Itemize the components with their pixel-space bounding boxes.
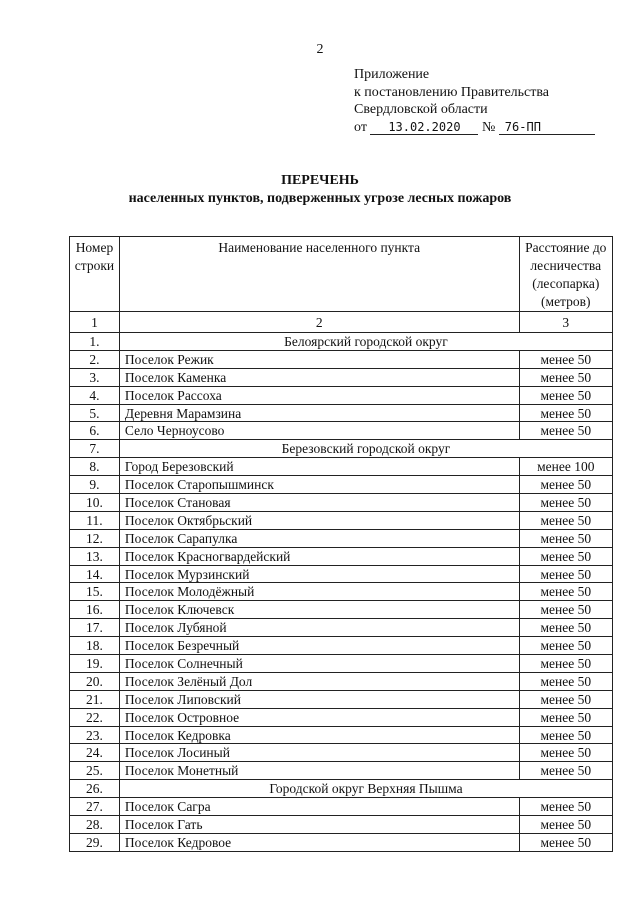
group-name: Городской округ Верхняя Пышма (119, 780, 612, 798)
distance-value: менее 50 (519, 583, 612, 601)
distance-value: менее 50 (519, 368, 612, 386)
row-number: 12. (70, 529, 120, 547)
table-row (70, 726, 613, 744)
row-number: 24. (70, 744, 120, 762)
table-row (70, 368, 613, 386)
row-number: 8. (70, 458, 120, 476)
table-row (70, 404, 613, 422)
settlement-name: Поселок Красногвардейский (119, 547, 519, 565)
column-number-3: 3 (519, 312, 612, 333)
settlement-name: Поселок Рассоха (119, 386, 519, 404)
distance-value: менее 50 (519, 708, 612, 726)
number-prefix: № (481, 119, 496, 135)
row-number: 19. (70, 655, 120, 673)
row-number: 22. (70, 708, 120, 726)
table-row (70, 350, 613, 368)
table-row (70, 816, 613, 834)
row-number: 2. (70, 350, 120, 368)
row-number: 25. (70, 762, 120, 780)
resolution-date: 13.02.2020 (370, 120, 478, 135)
row-number: 15. (70, 583, 120, 601)
distance-value: менее 50 (519, 529, 612, 547)
settlement-name: Поселок Октябрьский (119, 511, 519, 529)
appendix-region: Свердловской области (354, 102, 488, 117)
settlement-name: Поселок Солнечный (119, 655, 519, 673)
settlement-name: Поселок Безречный (119, 637, 519, 655)
distance-value: менее 50 (519, 655, 612, 673)
settlement-name: Поселок Липовский (119, 690, 519, 708)
settlement-name: Поселок Становая (119, 494, 519, 512)
table-row (70, 458, 613, 476)
column-number-1: 1 (70, 312, 120, 333)
table-row (70, 744, 613, 762)
distance-value: менее 50 (519, 833, 612, 851)
table-row (70, 619, 613, 637)
distance-value: менее 50 (519, 494, 612, 512)
row-number: 17. (70, 619, 120, 637)
settlement-name: Поселок Молодёжный (119, 583, 519, 601)
table-row (70, 511, 613, 529)
resolution-number: 76-ПП (499, 120, 595, 135)
settlement-name: Поселок Кедровое (119, 833, 519, 851)
table-row (70, 798, 613, 816)
distance-value: менее 100 (519, 458, 612, 476)
settlement-name: Поселок Островное (119, 708, 519, 726)
table-header-row (70, 237, 613, 312)
table-row (70, 386, 613, 404)
settlement-name: Поселок Гать (119, 816, 519, 834)
table-row (70, 655, 613, 673)
row-number: 7. (70, 440, 120, 458)
appendix-resolution: к постановлению Правительства (354, 84, 550, 100)
row-number: 11. (70, 511, 120, 529)
page-number: 2 (316, 42, 324, 57)
settlement-name: Поселок Каменка (119, 368, 519, 386)
distance-value: менее 50 (519, 762, 612, 780)
table-row (70, 601, 613, 619)
settlement-name: Поселок Сарапулка (119, 529, 519, 547)
table-group-row (70, 333, 613, 351)
table-row (70, 565, 613, 583)
table-row (70, 547, 613, 565)
table-row (70, 637, 613, 655)
header-distance: Расстояние до лесничества (лесопарка) (метров) (519, 237, 612, 312)
table-row (70, 833, 613, 851)
header-settlement-name: Наименование населенного пункта (119, 237, 519, 312)
row-number: 23. (70, 726, 120, 744)
settlement-name: Поселок Монетный (119, 762, 519, 780)
distance-value: менее 50 (519, 637, 612, 655)
group-name: Белоярский городской округ (119, 333, 612, 351)
row-number: 9. (70, 476, 120, 494)
appendix-block (354, 66, 595, 136)
table-group-row (70, 780, 613, 798)
table-row (70, 708, 613, 726)
appendix-title: Приложение (354, 67, 430, 82)
distance-value: менее 50 (519, 565, 612, 583)
distance-value: менее 50 (519, 619, 612, 637)
settlement-name: Деревня Марамзина (119, 404, 519, 422)
settlements-table (69, 236, 613, 852)
settlement-name: Поселок Режик (119, 350, 519, 368)
distance-value: менее 50 (519, 350, 612, 368)
row-number: 29. (70, 833, 120, 851)
row-number: 16. (70, 601, 120, 619)
distance-value: менее 50 (519, 386, 612, 404)
settlement-name: Село Черноусово (119, 422, 519, 440)
table-row (70, 476, 613, 494)
settlement-name: Поселок Лубяной (119, 619, 519, 637)
table-row (70, 422, 613, 440)
row-number: 6. (70, 422, 120, 440)
table-group-row (70, 440, 613, 458)
distance-value: менее 50 (519, 404, 612, 422)
distance-value: менее 50 (519, 672, 612, 690)
table-row (70, 762, 613, 780)
row-number: 21. (70, 690, 120, 708)
row-number: 27. (70, 798, 120, 816)
row-number: 26. (70, 780, 120, 798)
row-number: 20. (70, 672, 120, 690)
title-subheading: населенных пунктов, подверженных угрозе лесных пожаров (128, 191, 512, 206)
distance-value: менее 50 (519, 798, 612, 816)
settlement-name: Поселок Зелёный Дол (119, 672, 519, 690)
row-number: 14. (70, 565, 120, 583)
row-number: 4. (70, 386, 120, 404)
row-number: 18. (70, 637, 120, 655)
settlement-name: Город Березовский (119, 458, 519, 476)
row-number: 5. (70, 404, 120, 422)
distance-value: менее 50 (519, 726, 612, 744)
table-row (70, 672, 613, 690)
table-row (70, 583, 613, 601)
table-row (70, 690, 613, 708)
row-number: 1. (70, 333, 120, 351)
settlement-name: Поселок Кедровка (119, 726, 519, 744)
table-row (70, 494, 613, 512)
row-number: 3. (70, 368, 120, 386)
settlement-name: Поселок Лосиный (119, 744, 519, 762)
appendix-date-line (354, 119, 595, 137)
distance-value: менее 50 (519, 690, 612, 708)
distance-value: менее 50 (519, 816, 612, 834)
distance-value: менее 50 (519, 547, 612, 565)
column-numbers-row (70, 312, 613, 333)
distance-value: менее 50 (519, 476, 612, 494)
distance-value: менее 50 (519, 422, 612, 440)
row-number: 28. (70, 816, 120, 834)
distance-value: менее 50 (519, 601, 612, 619)
column-number-2: 2 (119, 312, 519, 333)
settlement-name: Поселок Мурзинский (119, 565, 519, 583)
settlement-name: Поселок Сагра (119, 798, 519, 816)
header-row-number: Номер строки (70, 237, 120, 312)
row-number: 10. (70, 494, 120, 512)
table-row (70, 529, 613, 547)
settlement-name: Поселок Старопышминск (119, 476, 519, 494)
date-prefix: от (354, 119, 367, 135)
distance-value: менее 50 (519, 744, 612, 762)
distance-value: менее 50 (519, 511, 612, 529)
settlement-name: Поселок Ключевск (119, 601, 519, 619)
group-name: Березовский городской округ (119, 440, 612, 458)
document-title (0, 172, 640, 208)
row-number: 13. (70, 547, 120, 565)
title-heading: ПЕРЕЧЕНЬ (281, 173, 359, 188)
